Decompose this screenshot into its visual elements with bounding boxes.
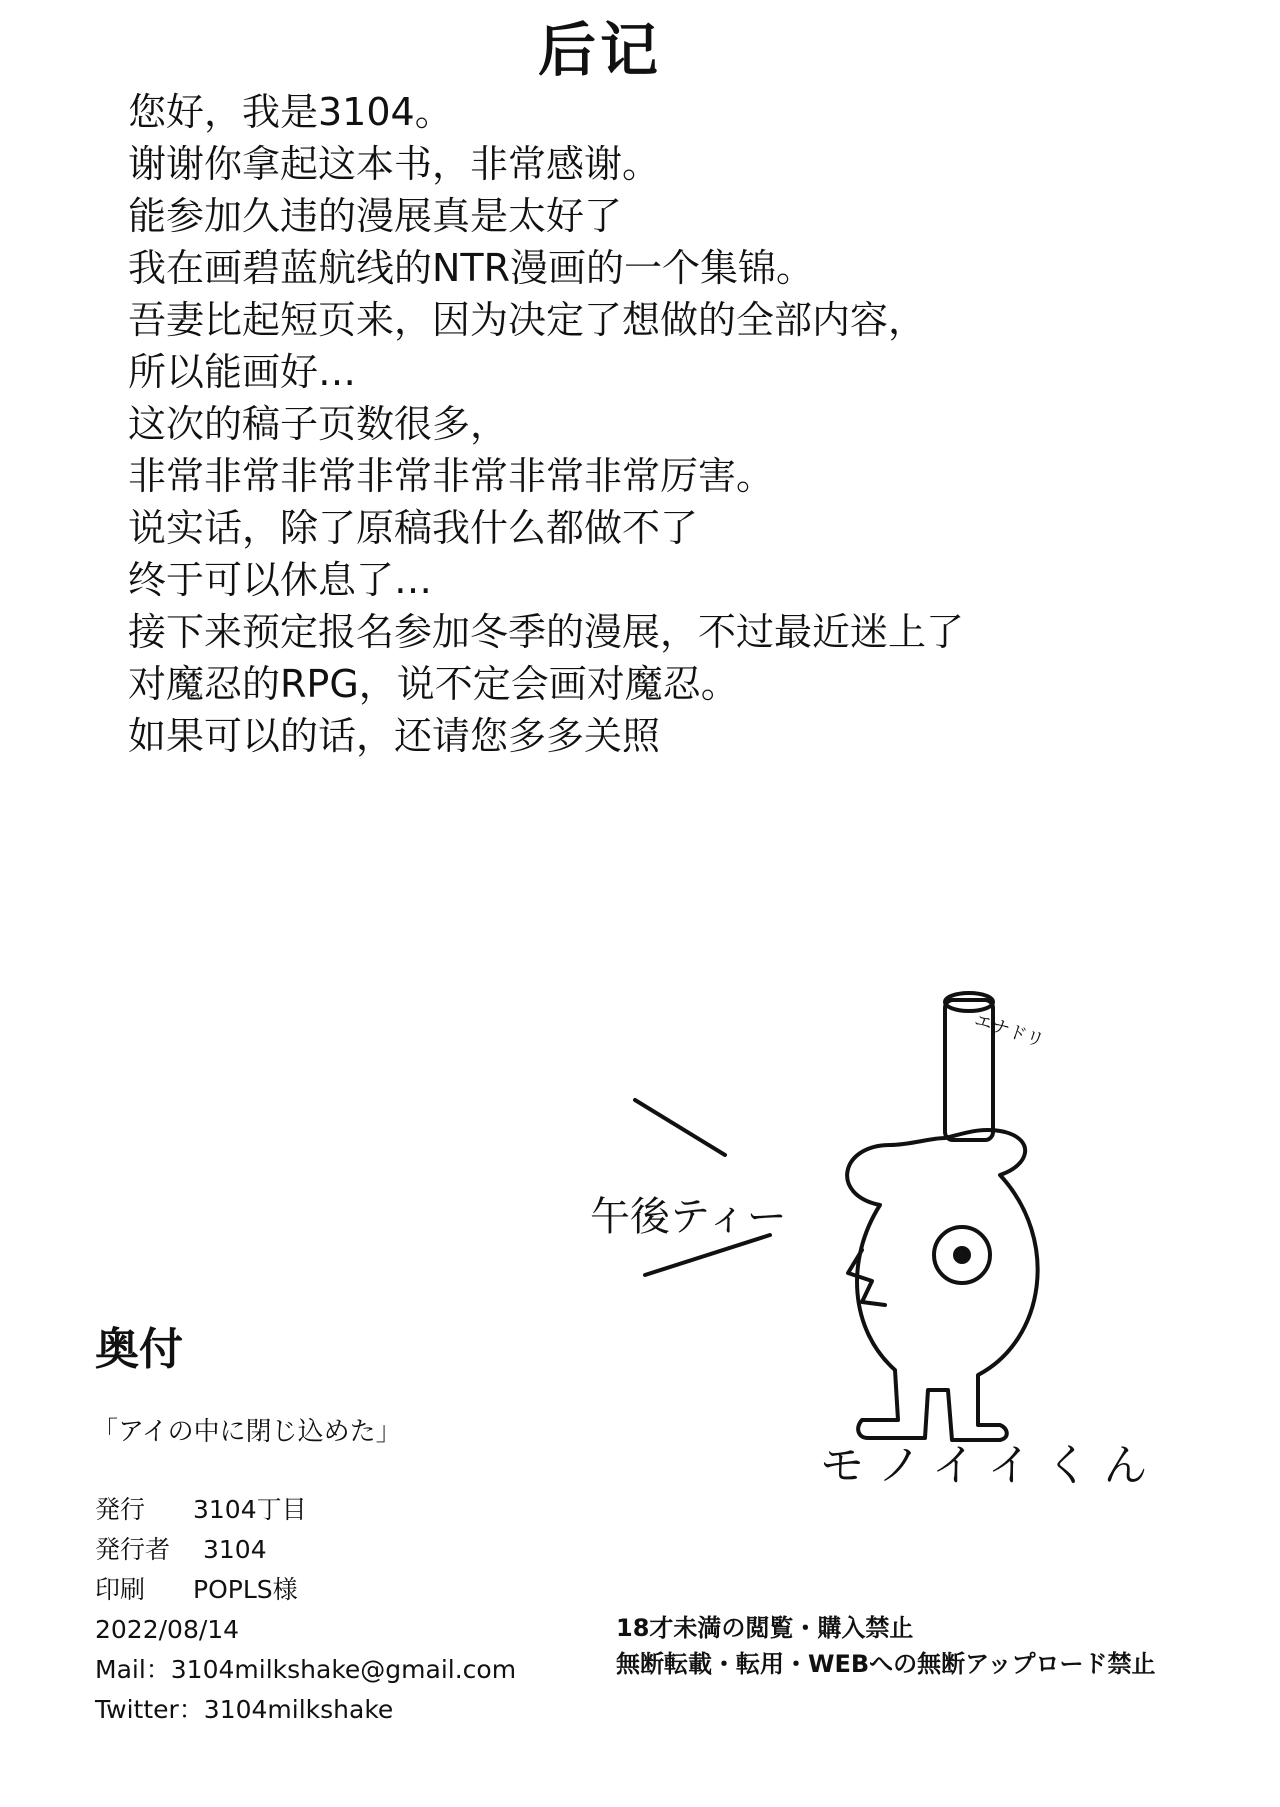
afterword-line: 谢谢你拿起这本书，非常感谢。 (128, 142, 661, 186)
publisher-label: 発行 (95, 1495, 146, 1524)
afterword-title: 后记 (537, 16, 662, 84)
printer-label: 印刷 (95, 1575, 146, 1604)
afterword-line: 您好，我是3104。 (128, 90, 453, 134)
afterword-line: 所以能画好… (128, 350, 357, 394)
character-pupil (953, 1246, 971, 1264)
afterword-line: 终于可以休息了… (128, 558, 433, 602)
speech-line-top (635, 1100, 725, 1155)
afterword-line: 这次的稿子页数很多， (128, 402, 509, 446)
issuer-row (95, 1532, 267, 1568)
afterword-line: 我在画碧蓝航线的NTR漫画的一个集锦。 (128, 246, 815, 290)
publisher-value: 3104丁目 (193, 1495, 307, 1524)
publisher-row (95, 1492, 307, 1528)
twitter-handle: Twitter：3104milkshake (95, 1695, 394, 1724)
publish-date: 2022/08/14 (95, 1615, 240, 1644)
character-body (847, 1130, 1037, 1440)
character-beak (848, 1250, 885, 1305)
afterword-line: 能参加久违的漫展真是太好了 (128, 194, 623, 238)
issuer-label: 発行者 (95, 1535, 171, 1564)
afterword-line: 说实话，除了原稿我什么都做不了 (128, 506, 699, 550)
mail-address: Mail：3104milkshake@gmail.com (95, 1655, 517, 1684)
age-restriction-notice: 18才未満の閲覧・購入禁止 (616, 1614, 914, 1642)
character-name: モノイイくん (820, 1440, 1162, 1491)
afterword-body (128, 86, 1128, 762)
speech-line-bottom (645, 1235, 770, 1275)
colophon-heading: 奥付 (95, 1324, 183, 1375)
can-label: エナドリ (971, 1009, 1047, 1053)
afterword-line: 如果可以的话，还请您多多关照 (128, 714, 661, 758)
speech-text: 午後ティー (590, 1194, 787, 1240)
printer-row (95, 1572, 298, 1608)
afterword-line: 接下来预定报名参加冬季的漫展，不过最近迷上了 (128, 610, 965, 654)
work-title: 「アイの中に閉じ込めた」 (92, 1417, 402, 1447)
printer-value: POPLS様 (193, 1575, 298, 1604)
issuer-value: 3104 (203, 1535, 267, 1564)
reprint-prohibition-notice: 無断転載・転用・WEBへの無断アップロード禁止 (616, 1650, 1156, 1678)
afterword-line: 对魔忍的RPG，说不定会画对魔忍。 (128, 662, 739, 706)
afterword-line: 非常非常非常非常非常非常非常厉害。 (128, 454, 775, 498)
character-illustration (500, 950, 1260, 1510)
afterword-line: 吾妻比起短页来，因为决定了想做的全部内容， (128, 298, 927, 342)
